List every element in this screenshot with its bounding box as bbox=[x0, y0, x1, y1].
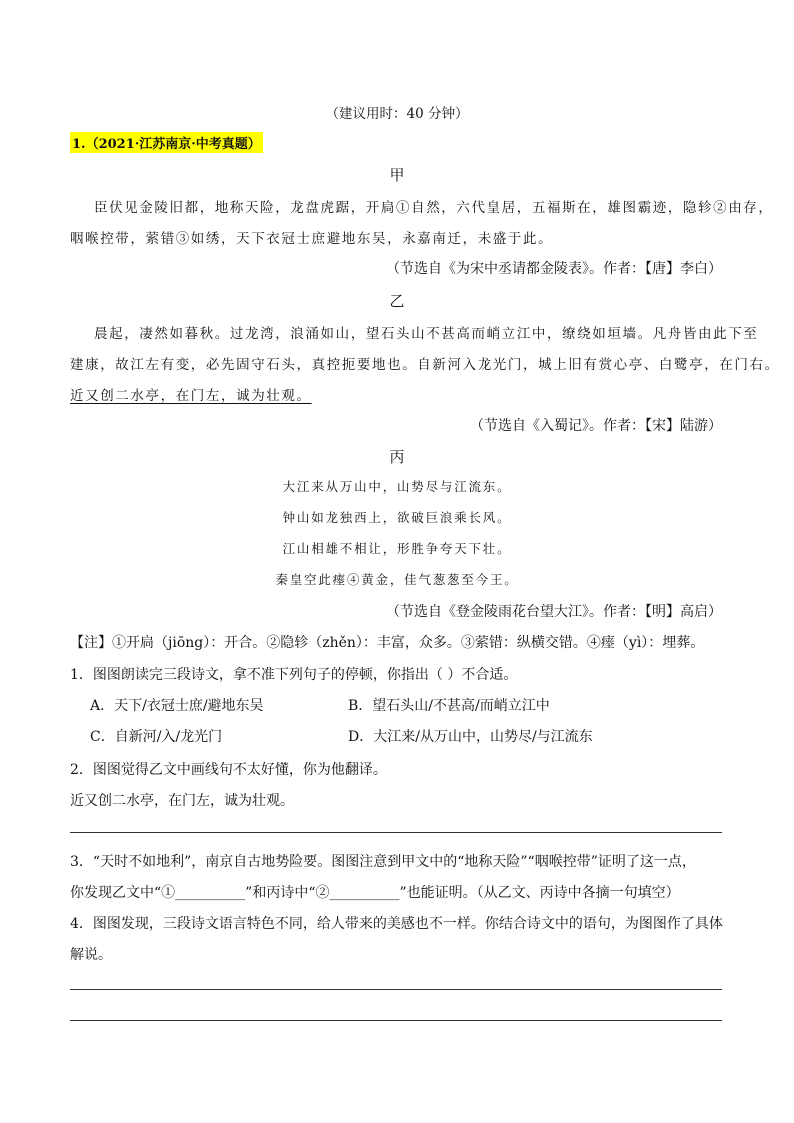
answer-line[interactable] bbox=[70, 1020, 722, 1021]
question-source-tag: 1.（2021·江苏南京·中考真题） bbox=[70, 132, 263, 153]
passage-bing-source: （节选自《登金陵雨花台望大江》。作者：【明】高启） bbox=[386, 604, 722, 620]
question-1-option-b: B．望石头山/不甚高/而峭立江中 bbox=[348, 698, 550, 714]
question-2-sentence: 近又创二水亭，在门左，诚为壮观。 bbox=[70, 793, 294, 809]
question-1-option-d: D．大江来/从万山中，山势尽/与江流东 bbox=[348, 729, 593, 745]
passage-yi-line: 晨起，凄然如暮秋。过龙湾，浪涌如山，望石头山不甚高而峭立江中，缭绕如垣墙。凡舟皆由此下至 bbox=[94, 326, 759, 342]
answer-line[interactable] bbox=[70, 832, 722, 833]
poem-line: 大江来从万山中，山势尽与江流东。 bbox=[282, 479, 512, 494]
question-1-option-a: A．天下/衣冠士庶/避地东吴 bbox=[90, 698, 264, 714]
question-2-stem: 2．图图觉得乙文中画线句不太好懂，你为他翻译。 bbox=[70, 762, 387, 778]
question-3-line: 3．“天时不如地利”，南京自古地势险要。图图注意到甲文中的“地称天险”“咽喉控带”证明了这一点， bbox=[70, 854, 696, 870]
poem-line: 秦皇空此瘗④黄金，佳气葱葱至今王。 bbox=[275, 572, 519, 587]
question-1-option-c: C．自新河/入/龙光门 bbox=[90, 729, 223, 745]
passage-yi-underlined-line: 近又创二水亭，在门左，诚为壮观。 bbox=[70, 388, 312, 404]
annotation-notes: 【注】①开扃（jiōng）：开合。②隐轸（zhěn）：丰富，众多。③萦错：纵横交错。④瘗（yì）：埋葬。 bbox=[70, 635, 705, 651]
passage-yi-line: 建康，故江左有变，必先固守石头，真控扼要地也。自新河入龙光门，城上旧有赏心亭、白鹭亭，在门右。 bbox=[70, 357, 780, 373]
passage-jia-heading: 甲 bbox=[389, 166, 405, 184]
passage-bing-heading: 丙 bbox=[389, 448, 405, 466]
suggested-time: （建议用时：40 分钟） bbox=[325, 106, 469, 122]
poem-line: 江山相雄不相让，形胜争夸天下壮。 bbox=[282, 541, 512, 556]
question-4-line: 4．图图发现，三段诗文语言特色不同，给人带来的美感也不一样。你结合诗文中的语句，为图图作了具体 bbox=[70, 916, 723, 932]
passage-jia-source: （节选自《为宋中丞请都金陵表》。作者：【唐】李白） bbox=[386, 261, 722, 277]
question-3-line: 你发现乙文中“①__________”和丙诗中“②__________”也能证明。（从乙文、丙诗中各摘一句填空） bbox=[70, 885, 680, 901]
passage-yi-heading: 乙 bbox=[389, 292, 405, 310]
question-1-stem: 1．图图朗读完三段诗文，拿不准下列句子的停顿，你指出（ ）不合适。 bbox=[70, 667, 518, 683]
question-4-line: 解说。 bbox=[70, 947, 112, 963]
passage-yi-source: （节选自《入蜀记》。作者：【宋】陆游） bbox=[470, 418, 722, 434]
passage-jia-line: 咽喉控带，萦错③如绣，天下衣冠士庶避地东吴，永嘉南迁，未盛于此。 bbox=[70, 231, 554, 247]
answer-line[interactable] bbox=[70, 989, 722, 990]
poem-line: 钟山如龙独西上，欲破巨浪乘长风。 bbox=[282, 510, 512, 525]
passage-jia-line: 臣伏见金陵旧都，地称天险，龙盘虎踞，开扃①自然，六代皇居，五福斯在，雄图霸迹，隐轸②由存， bbox=[94, 200, 774, 216]
